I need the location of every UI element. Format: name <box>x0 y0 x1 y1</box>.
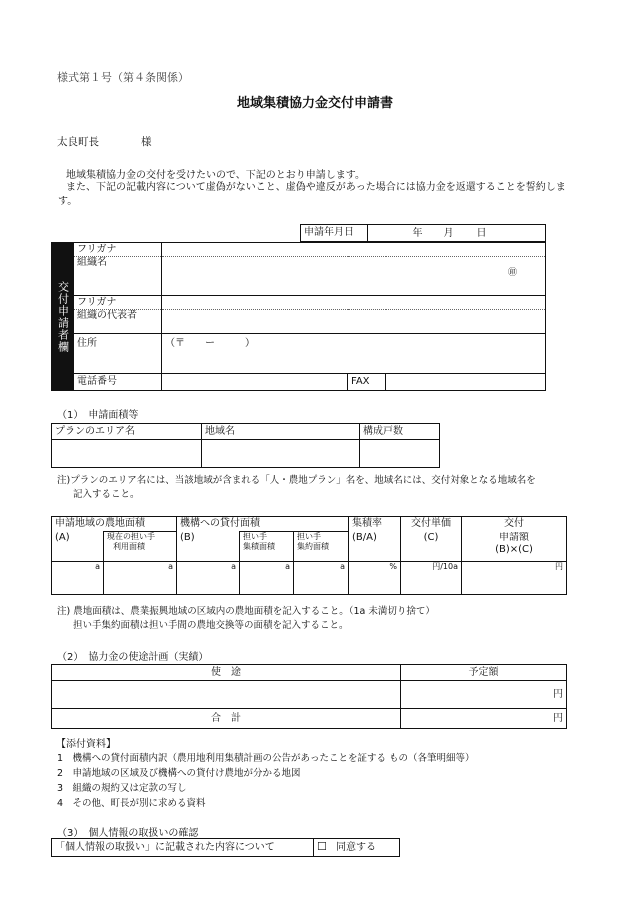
current-user-label: 現在の担い手 <box>107 532 155 541</box>
lending-input[interactable] <box>177 562 240 595</box>
phone-input[interactable] <box>162 374 348 391</box>
intro-line-1: 地域集積協力金の交付を受けたいので、下記のとおり申請します。 <box>66 170 365 181</box>
area-table <box>51 516 567 595</box>
unit-label: a <box>340 562 345 571</box>
attachments-heading: 【添付資料】 <box>56 739 116 750</box>
furigana-label-1: フリガナ <box>74 243 162 257</box>
rep-name-label: 組織の代表者 <box>74 310 162 334</box>
date-fields[interactable] <box>368 225 546 242</box>
a-label: (A) <box>52 532 104 562</box>
use-plan-table <box>51 664 567 729</box>
apply-amount-header <box>462 532 567 562</box>
unit-label: % <box>389 562 397 571</box>
region-input[interactable] <box>202 440 360 468</box>
lending-header: 機構への貸付面積 <box>177 517 349 532</box>
date-box <box>300 224 546 242</box>
consolidated-header <box>294 532 349 562</box>
attachment-item: 1 機構への貸付面積内訳（農用地利用集積計画の公告があったことを証する もの（各筆明細等） <box>57 753 475 764</box>
current-area-input[interactable] <box>104 562 177 595</box>
current-user-area-header <box>104 532 177 562</box>
consolidated-label: 集約面積 <box>297 542 329 551</box>
ninaite-label-1: 担い手 <box>243 532 267 541</box>
concentrated-header <box>240 532 294 562</box>
intro-line-2: また、下記の記載内容について虚偽がないこと、虚偽や違反があった場合には協力金を返還することを誓約します。 <box>58 182 566 207</box>
amount-input[interactable] <box>462 562 567 595</box>
bxc-label: (B)×(C) <box>495 543 533 555</box>
rep-name-input[interactable] <box>162 310 546 334</box>
attachment-item: 4 その他、町長が別に求める資料 <box>57 798 206 809</box>
concentrated-label: 集積面積 <box>243 542 275 551</box>
region-header: 地域名 <box>202 424 360 440</box>
yen-label: 円 <box>553 712 563 724</box>
agree-label: 同意する <box>336 842 377 853</box>
attachment-item: 3 組織の規約又は定款の写し <box>57 783 187 794</box>
b-label: (B) <box>177 532 240 562</box>
unit-price-header: 交付単価 <box>401 517 462 532</box>
total-label: 合 計 <box>52 709 401 729</box>
date-year: 年 <box>412 227 423 239</box>
rate-input[interactable] <box>349 562 401 595</box>
unit-label: 円/10a <box>432 562 458 571</box>
yen-label: 円 <box>553 688 563 700</box>
rep-furigana-input[interactable] <box>162 296 546 310</box>
addressee-suffix: 様 <box>141 136 152 148</box>
address-label: 住所 <box>74 334 162 374</box>
section1-note-1: 注)プランのエリア名には、当該地域が含まれる「人・農地プラン」名を、地域名には、交付対象となる地域名を <box>57 475 536 486</box>
concentrated-input[interactable] <box>240 562 294 595</box>
ba-label: (B/A) <box>349 532 401 562</box>
planned-amount-input[interactable] <box>401 681 567 709</box>
unit-label: a <box>95 562 100 571</box>
address-input[interactable] <box>162 334 546 374</box>
date-label: 申請年月日 <box>301 225 368 242</box>
section1-heading: （1） 申請面積等 <box>57 410 139 421</box>
section2-heading: （2） 協力金の使途計画（実績） <box>57 652 209 663</box>
unit-label: 円 <box>555 562 563 571</box>
section3-heading: （3） 個人情報の取扱いの確認 <box>57 828 199 839</box>
phone-label: 電話番号 <box>74 374 162 391</box>
seal-mark: ㊞ <box>507 268 517 278</box>
farmland-header: 申請地域の農地面積 <box>52 517 177 532</box>
current-area-label: 利用面積 <box>113 542 145 551</box>
form-number: 様式第１号（第４条関係） <box>57 72 189 84</box>
section1-note-2: 記入すること。 <box>73 489 140 500</box>
rate-header: 集積率 <box>349 517 401 532</box>
checkbox-icon[interactable]: ☐ <box>317 840 327 853</box>
fax-label: FAX <box>348 374 386 391</box>
furigana-label-2: フリガナ <box>74 296 162 310</box>
area-note-2: 担い手集約面積は担い手間の農地交換等の面積を記入すること。 <box>73 620 349 631</box>
plan-area-input[interactable] <box>52 440 202 468</box>
unit-price-input[interactable] <box>401 562 462 595</box>
farmland-input[interactable] <box>52 562 104 595</box>
postal-code: （〒 ー ） <box>165 338 255 349</box>
area-note-1: 注) 農地面積は、農業振興地域の区域内の農地面積を記入すること。（1a 未満切り捨て） <box>57 606 435 617</box>
fax-input[interactable] <box>386 374 546 391</box>
privacy-table <box>51 838 400 857</box>
privacy-statement: 「個人情報の取扱い」に記載された内容について <box>52 839 314 857</box>
attachment-item: 2 申請地域の区域及び機構への貸付け農地が分かる地図 <box>57 768 301 779</box>
amount-col-header: 予定額 <box>401 665 567 681</box>
addressee: 太良町長 <box>57 136 99 148</box>
consolidated-input[interactable] <box>294 562 349 595</box>
org-name-label: 組織名 <box>74 257 162 296</box>
privacy-agree-cell[interactable] <box>314 839 400 857</box>
ninaite-label-2: 担い手 <box>297 532 321 541</box>
unit-label: a <box>168 562 173 571</box>
applicant-table <box>51 242 546 391</box>
households-input[interactable] <box>360 440 440 468</box>
use-input[interactable] <box>52 681 401 709</box>
date-day: 日 <box>476 227 487 239</box>
c-label: (C) <box>401 532 462 562</box>
date-month: 月 <box>443 227 454 239</box>
use-header: 使 途 <box>52 665 401 681</box>
page-title: 地域集積協力金交付申請書 <box>236 96 393 111</box>
plan-table <box>51 423 440 468</box>
org-furigana-input[interactable] <box>162 243 546 257</box>
applicant-side-label: 交付申請者欄 <box>52 243 74 391</box>
households-header: 構成戸数 <box>360 424 440 440</box>
org-name-input[interactable] <box>162 257 546 296</box>
unit-label: a <box>285 562 290 571</box>
unit-label: a <box>231 562 236 571</box>
plan-area-header: プランのエリア名 <box>52 424 202 440</box>
total-amount-input[interactable] <box>401 709 567 729</box>
apply-amount-label: 申請額 <box>499 531 529 543</box>
amount-header: 交付 <box>462 517 567 532</box>
